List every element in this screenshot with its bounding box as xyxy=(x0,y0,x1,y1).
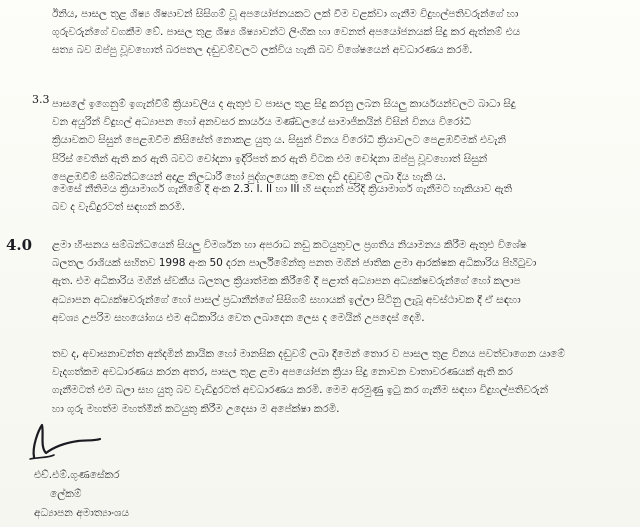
paragraph-section-3-3 xyxy=(52,95,630,186)
text-line: වන අයුරින් විදුහල් අධ්‍යාපන හෝ අනවසර කාර්යය මණ්ඩලයේ සාමාජිකයින් විසින් විනය විරෝධී xyxy=(52,116,471,129)
text-line: තව ද, අවාසනාවන්ත අන්දමින් කායික හෝ මානසික දඬුවම් ලබා දීමෙන් තොර ව පාසල තුළ විනය පවත්වාගෙන යාමේ xyxy=(52,348,565,360)
text-line: වැදගත්කම අවධාරණය කරන අතර, පාසල තුළ ළමා අපයෝජන ක්‍රියා සිදු නොවන වාතාවරණයක් ඇති කර xyxy=(52,366,513,379)
text-line: සත්‍ය බව ඔප්පු වූවහොත් බරපතල දඬුවම්වලට ලක්විය හැකි බව විශේෂයෙන් අවධාරණය කරමි. xyxy=(52,44,473,57)
text-line: පාසලේ ඉගෙනුම් ඉගැන්වීම් ක්‍රියාවලිය ද ඇතුළු ව පාසල තුළ සිදු කරනු ලබන සියලු කාර්යයන්වලට බාධා සිදු xyxy=(52,98,516,110)
text-line: ගැනීමටත් එම බලා සහ යුතු බව වැඩිදුරටත් අවධාරණය කරමි. මෙම අරමුණු ඉටු කර ගැනීම සඳහා විදුහල්පතිවරුන් xyxy=(52,384,549,397)
text-line: අධ්‍යාපන අධ්‍යක්ෂවරුන්ගේ හෝ පාසල් ප්‍රධානීන්ගේ සිසිගම් සහායක් ඉල්ලා සිටිනු ලැබූ අවස්ථාවක දී ඒ සඳහා xyxy=(52,293,521,306)
text-line: මෙසේ නීතිමය ක්‍රියාමාර්ග ගැනීමේ දී අංක 2.3. I. II හා III හි සඳහන් පරිදි ක්‍රියාමාර්ග ගැනීමට හැකියාව ඇති xyxy=(52,183,513,195)
text-line: හා ගුරු මහත්ම මහත්මීන් කටයුතු කිරීම උදෙසා ම අපේක්ෂා කරමි. xyxy=(52,402,340,415)
paragraph-closing xyxy=(52,345,630,418)
paragraph-section-4-0 xyxy=(52,236,630,327)
paragraph-legal-action xyxy=(52,180,630,216)
handwritten-signature xyxy=(20,417,110,467)
text-line: ඇත. එම අධිකාරිය මගින් ස්වකීය බලතල ක්‍රියාත්මක කිරීමේ දී පළාත් අධ්‍යාපන අධ්‍යක්ෂවරුන්ගේ හෝ කලාප xyxy=(52,275,521,288)
text-line: අවශ්‍ය උපරිම සහයෝගය එම අධිකාරිය වෙත ලබාදෙන ලෙස ද මෙයින් උපදෙස් දෙමි. xyxy=(52,311,425,324)
text-line: පිරිස් වෙතින් ඇති කර ඇති බවට චෝදනා ඉදිරිපත් කර ඇති විටක එම චෝදනා ඔප්පු වූවහොත් සිසුන් xyxy=(52,152,488,165)
section-number-3-3: 3.3 xyxy=(32,93,50,106)
signatory-title: ලේකම් xyxy=(50,488,82,500)
text-line: බලතල රාශියක් සහිතව 1998 අංක 50 දරන පාර්ලිමේන්තු පනත මගින් ජාතික ළමා ආරක්ෂක අධිකාරිය පිහිටුවා xyxy=(52,257,537,270)
text-line: බව ද වැඩිදුරටත් සඳහන් කරමි. xyxy=(52,201,185,214)
paragraph-intro xyxy=(52,5,630,60)
text-line: පෙළඹවීම් සම්බන්ධයෙන් අදාළ නිලධාරී හෝ පුද්ගලයෙකු වෙත දැඩි දඬුවම් ලබා දිය හැකි ය. xyxy=(52,170,447,183)
signatory-name: එච්.එම්.ගුණසේකර xyxy=(34,469,120,481)
text-line: ක්‍රියාවකට සිසුන් පෙළඹවීම කිසිසේත් නොකළ යුතු ය. සිසුන් විනය විරෝධී ක්‍රියාවලට පෙළඹවීමක් එවැනි xyxy=(52,134,507,147)
text-line: ළමා හිංසනය සම්බන්ධයෙන් සියලු විමර්ශන හා අපරාධ නඩු කටයුතුවල ප්‍රගතිය නියාමනය කිරීම ඇතුළු විශේෂ xyxy=(52,239,527,251)
text-line: ඊනිය, පාසල තුළ ශිෂ්‍ය ශිෂ්‍යාවන් සිසිගම් වූ අපයෝජනයකට ලක් වීම වළක්වා ගැනීම විදුහල්පතිවරුන්ගේ හා xyxy=(52,8,519,20)
signature-block xyxy=(12,417,232,527)
signatory-office: අධ්‍යාපන අමාත්‍යාංශය xyxy=(34,507,130,519)
section-number-4-0: 4.0 xyxy=(6,236,33,254)
text-line: ගුරුවරුන්ගේ වගකීම වේ. පාසල තුළ ශිෂ්‍ය ශිෂ්‍යාවන්ට ලිංගික හා වෙනත් අපයෝජනයක් සිදු කර ඇත්නම් එය xyxy=(52,26,521,39)
